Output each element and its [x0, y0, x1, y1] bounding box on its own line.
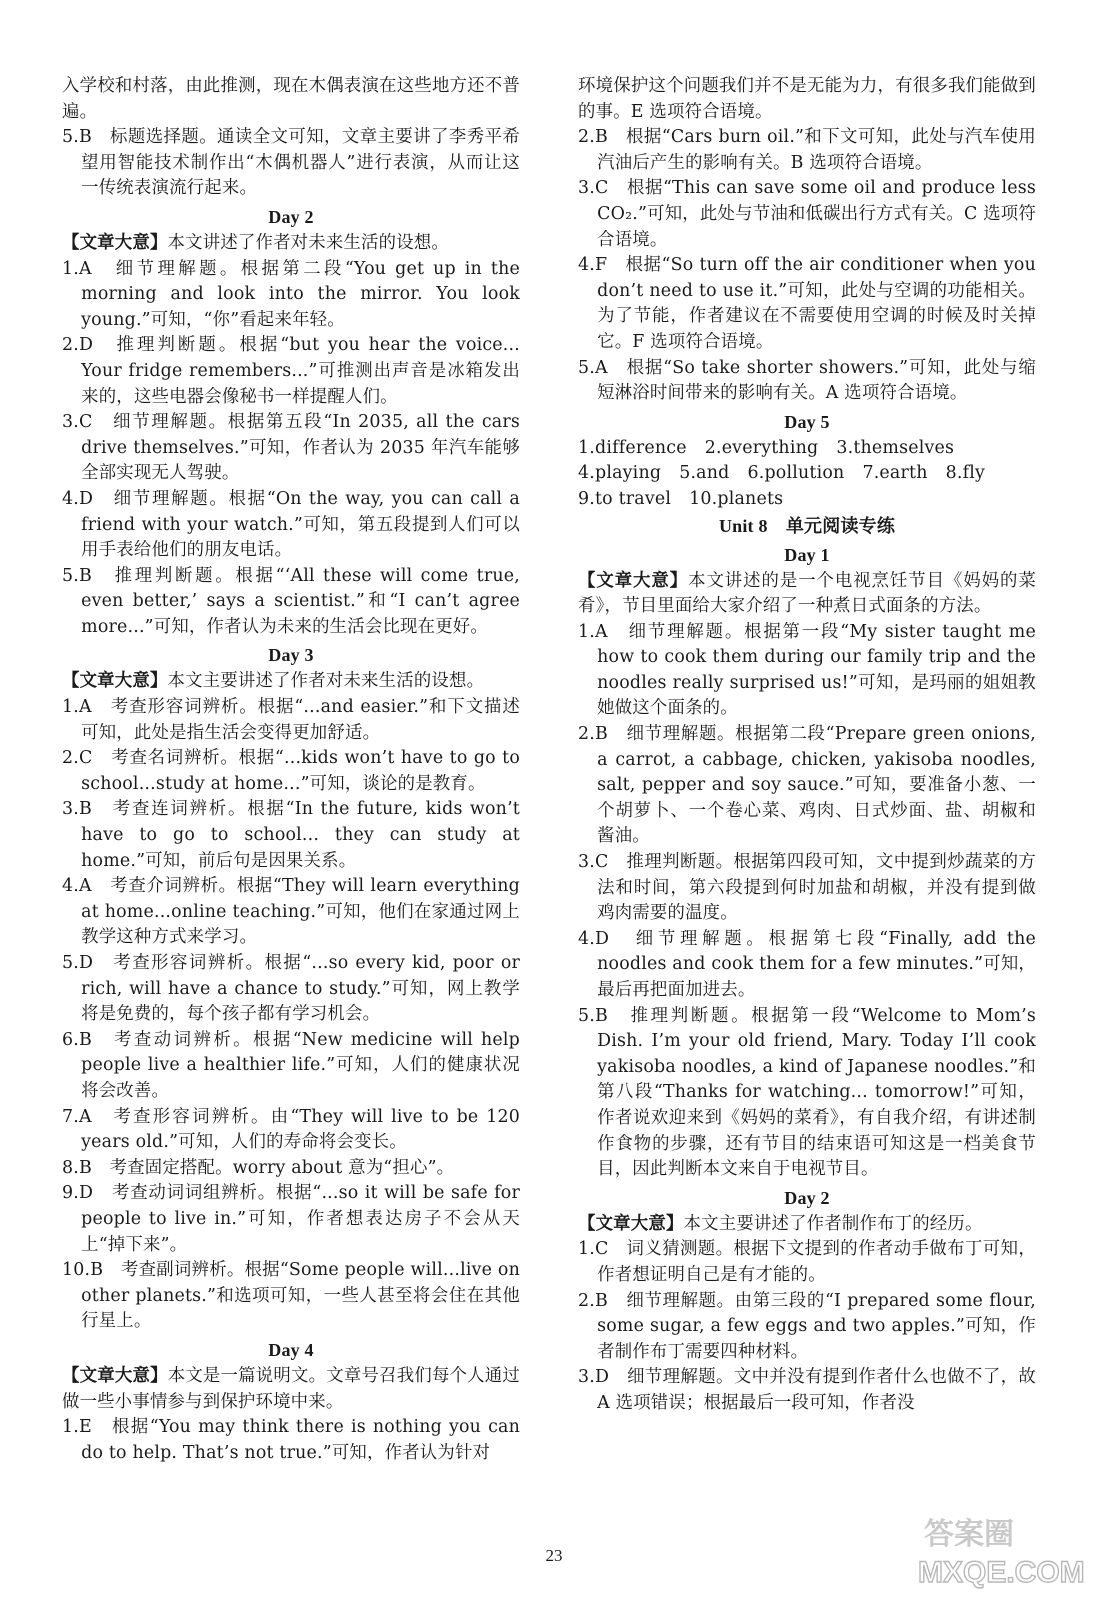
- answer-item: [578, 850, 1036, 927]
- article-summary: [578, 1212, 1036, 1238]
- answer-text: 3.C 推理判断题。根据第四段可知，文中提到炒蔬菜的方法和时间，第六段提到何时加盐和胡椒，并没有提到做鸡肉需要的温度。: [578, 852, 1036, 924]
- answer-item: [62, 125, 520, 202]
- summary-tag: 【文章大意】: [62, 671, 168, 692]
- answer-item: [578, 125, 1036, 176]
- answer-text: 2.B 细节理解题。由第三段的“I prepared some flour, some sugar, a few eggs and two apples.”可知，作者制作布丁需要四种材料。: [578, 1290, 1036, 1362]
- answer-item: [578, 176, 1036, 253]
- answer-text: 1.C 词义猜测题。根据下文提到的作者动手做布丁可知，作者想证明自己是有才能的。: [578, 1239, 1036, 1285]
- answer-item: [578, 620, 1036, 722]
- answer-text: 4.D 细节理解题。根据第七段“Finally, add the noodles and cook them for a few minutes.”可知，最后再把面加进去。: [578, 928, 1037, 1000]
- answer-text: 入学校和村落，由此推测，现在木偶表演在这些地方还不普遍。: [62, 76, 520, 122]
- answer-text: 3.B 考查连词辨析。根据“In the future, kids won’t have to go to school... they can study at home.”可知，前后句是因果关系。: [62, 799, 520, 871]
- answer-text: 环境保护这个问题我们并不是无能为力，有很多我们能做到的事。E 选项符合语境。: [578, 76, 1036, 122]
- summary-text: 本文主要讲述了作者制作布丁的经历。: [683, 1213, 983, 1234]
- answer-text: 1.A 细节理解题。根据第二段“You get up in the morning and look into the mirror. You look young.”可知，“你”看起来年轻。: [62, 258, 520, 330]
- answer-text: 3.D 细节理解题。文中并没有提到作者什么也做不了，故 A 选项错误；根据最后一段可知，作者没: [578, 1367, 1036, 1413]
- answer-item: [62, 257, 520, 334]
- vocab-answer: 10.planets: [689, 488, 784, 509]
- answer-item: [62, 410, 520, 487]
- answer-text: 9.D 考查动词词组辨析。根据“...so it will be safe for people to live in.”可知，作者想表达房子不会从天上“掉下来”。: [62, 1183, 520, 1255]
- day-heading: Day 4: [268, 1339, 314, 1360]
- summary-text: 本文讲述了作者对未来生活的设想。: [167, 232, 449, 253]
- answer-text: 2.B 细节理解题。根据第二段“Prepare green onions, a carrot, a cabbage, chicken, yakisoba noodles, salt, pepper and soy sauce.”可知，要准备小葱、一个胡萝卜、一个卷心菜、鸡肉、日式炒面、盐、胡椒和酱油。: [578, 724, 1036, 847]
- summary-tag: 【文章大意】: [62, 1365, 168, 1386]
- answer-item: [578, 722, 1036, 850]
- day-heading: Day 3: [268, 645, 314, 666]
- answer-text: 5.B 推理判断题。根据“‘All these will come true, even better,’ says a scientist.”和“I can’t agree more...”可知，作者认为未来的生活会比现在更好。: [62, 565, 520, 637]
- vocab-answer: 2.everything: [704, 437, 819, 458]
- answer-text: 2.D 推理判断题。根据“but you hear the voice... Your fridge remembers...”可推测出声音是冰箱发出来的，这些电器会像秘书一样提醒人们。: [62, 335, 520, 407]
- day-heading: Day 2: [784, 1187, 830, 1208]
- answer-item: [62, 797, 520, 874]
- summary-text: 本文主要讲述了作者对未来生活的设想。: [167, 671, 485, 692]
- watermark-url: MXQE.COM: [918, 1556, 1085, 1589]
- watermark-logo: [914, 1510, 1094, 1590]
- answer-text: 4.D 细节理解题。根据“On the way, you can call a friend with your watch.”可知，第五段提到人们可以用手表给他们的朋友电话。: [62, 488, 520, 561]
- day-heading: Day 5: [784, 411, 830, 432]
- answer-text: 7.A 考查形容词辨析。由“They will live to be 120 years old.”可知，人们的寿命将会变长。: [62, 1106, 520, 1153]
- article-summary: [578, 569, 1036, 620]
- article-summary: [62, 1364, 520, 1415]
- vocab-answer: 4.playing: [578, 463, 662, 484]
- answer-text: 1.A 考查形容词辨析。根据“...and easier.”和下文描述可知，此处是指生活会变得更加舒适。: [62, 697, 520, 743]
- vocab-row: [578, 436, 1036, 462]
- summary-text: 本文是一篇说明文。文章号召我们每个人通过做一些小事情参与到保护环境中来。: [62, 1365, 520, 1412]
- answer-item: [62, 487, 520, 564]
- answer-text: 5.A 根据“So take shorter showers.”可知，此处与缩短淋浴时间带来的影响有关。A 选项符合语境。: [578, 357, 1036, 404]
- summary-tag: 【文章大意】: [62, 232, 168, 253]
- vocab-answer: 1.difference: [578, 437, 687, 458]
- vocab-row: [578, 461, 1036, 487]
- answer-text: 5.B 标题选择题。通读全文可知，文章主要讲了李秀平希望用智能技术制作出“木偶机器人”进行表演，从而让这一传统表演流行起来。: [62, 127, 520, 199]
- article-summary: [62, 231, 520, 257]
- right-column: [578, 74, 1036, 1417]
- answer-item: [578, 253, 1036, 355]
- answer-item: [578, 1004, 1036, 1183]
- vocab-row: [578, 487, 1036, 513]
- answer-item: [578, 74, 1036, 125]
- answer-item: [62, 874, 520, 951]
- vocab-answer: 5.and: [679, 463, 730, 484]
- answer-text: 4.F 根据“So turn off the air conditioner when you don’t need to use it.”可知，此处与空调的功能相关。为了节能，作者建议在不需要使用空调的时候及时关掉它。F 选项符合语境。: [578, 255, 1036, 352]
- answer-item: [62, 1258, 520, 1335]
- answer-text: 3.C 细节理解题。根据第五段“In 2035, all the cars drive themselves.”可知，作者认为 2035 年汽车能够全部实现无人驾驶。: [62, 412, 520, 484]
- answer-item: [62, 695, 520, 746]
- answer-text: 8.B 考查固定搭配。worry about 意为“担心”。: [62, 1157, 455, 1178]
- answer-item: [62, 333, 520, 410]
- vocab-answer: 7.earth: [862, 463, 928, 484]
- answer-text: 10.B 考查副词辨析。根据“Some people will...live on other planets.”和选项可知，一些人甚至将会住在其他行星上。: [62, 1260, 520, 1332]
- vocab-answer: 8.fly: [945, 463, 986, 484]
- answer-item: [62, 74, 520, 125]
- day-heading: Day 2: [268, 206, 314, 227]
- vocab-answers: [578, 436, 1036, 513]
- answer-item: [578, 1289, 1036, 1366]
- answer-item: [62, 1181, 520, 1258]
- answer-item: [578, 356, 1036, 407]
- answer-item: [62, 1105, 520, 1156]
- answer-text: 6.B 考查动词辨析。根据“New medicine will help people live a healthier life.”可知，人们的健康状况将会改善。: [62, 1029, 520, 1101]
- summary-tag: 【文章大意】: [578, 1213, 684, 1234]
- answer-text: 5.D 考查形容词辨析。根据“...so every kid, poor or rich, will have a chance to study.”可知，网上教学将是免费的，每个孩子都有学习机会。: [62, 953, 520, 1025]
- answer-item: [62, 1028, 520, 1105]
- watermark-text: 答案圈: [924, 1518, 1014, 1551]
- answer-item: [578, 1237, 1036, 1288]
- answer-item: [578, 927, 1036, 1004]
- answer-item: [62, 951, 520, 1028]
- day-heading: Day 1: [784, 544, 830, 565]
- vocab-answer: 9.to travel: [578, 488, 672, 509]
- answer-item: [62, 1415, 520, 1466]
- answer-text: 2.C 考查名词辨析。根据“...kids won’t have to go to school...study at home...”可知，谈论的是教育。: [62, 748, 520, 794]
- answer-text: 1.E 根据“You may think there is nothing you can do to help. That’s not true.”可知，作者认为针对: [62, 1417, 520, 1463]
- page-number: 23: [545, 1546, 563, 1565]
- answer-item: [62, 1156, 520, 1182]
- answer-item: [62, 564, 520, 641]
- vocab-answer: 6.pollution: [747, 463, 845, 484]
- answer-text: 5.B 推理判断题。根据第一段“Welcome to Mom’s Dish. I’m your old friend, Mary. Today I’ll cook yakisoba noodles, a kind of Japanese noodles.”和第八段“Thanks for watching... tomorrow!”可知，作者说欢迎来到《妈妈的菜肴》，有自我介绍，有讲述制作食物的步骤，还有节目的结束语可知这是一档美食节目，因此判断本文来自于电视节目。: [578, 1005, 1036, 1180]
- answer-text: 3.C 根据“This can save some oil and produce less CO₂.”可知，此处与节油和低碳出行方式有关。C 选项符合语境。: [578, 178, 1036, 250]
- vocab-answer: 3.themselves: [836, 437, 955, 458]
- unit-heading: Unit 8 单元阅读专练: [718, 515, 896, 536]
- summary-tag: 【文章大意】: [578, 570, 689, 591]
- answer-item: [62, 746, 520, 797]
- answer-text: 2.B 根据“Cars burn oil.”和下文可知，此处与汽车使用汽油后产生的影响有关。B 选项符合语境。: [578, 127, 1036, 173]
- left-column: [62, 74, 520, 1466]
- answer-text: 1.A 细节理解题。根据第一段“My sister taught me how to cook them during our family trip and the noodles really surprised us!”可知，是玛丽的姐姐教她做这个面条的。: [578, 621, 1036, 719]
- article-summary: [62, 669, 520, 695]
- answer-text: 4.A 考查介词辨析。根据“They will learn everything at home...online teaching.”可知，他们在家通过网上教学这种方式来学习。: [62, 876, 520, 948]
- answer-item: [578, 1365, 1036, 1416]
- summary-text: 本文讲述的是一个电视烹饪节目《妈妈的菜肴》，节目里面给大家介绍了一种煮日式面条的方法。: [578, 570, 1036, 617]
